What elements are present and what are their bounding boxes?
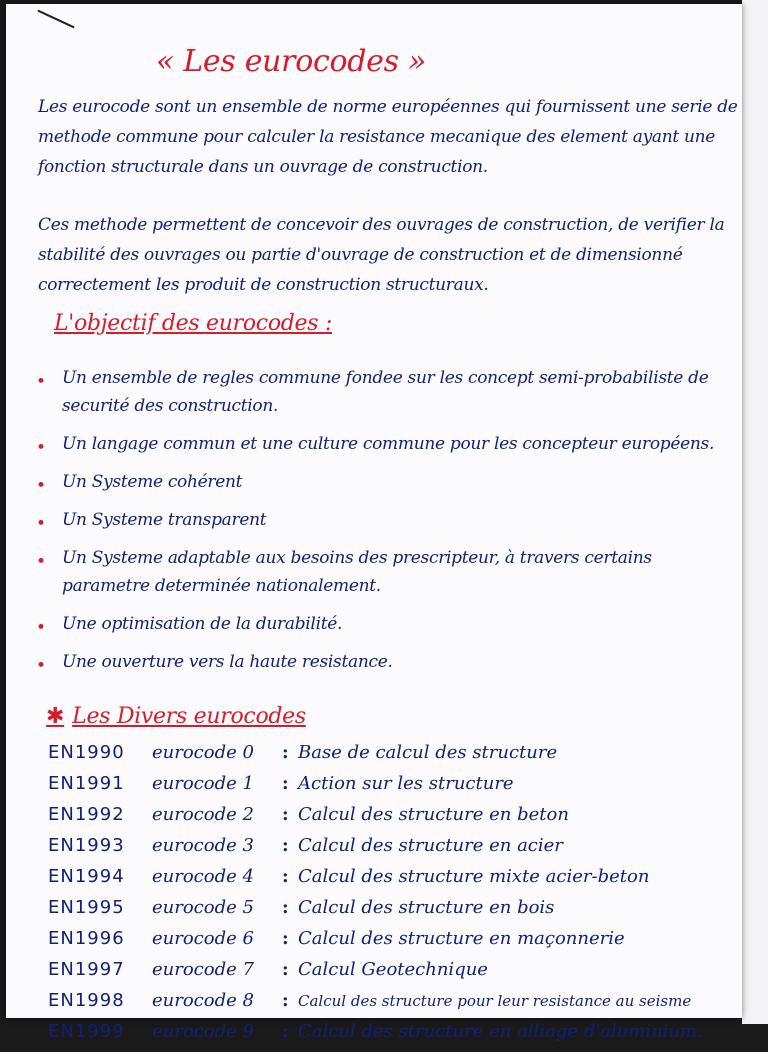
table-row <box>48 959 738 990</box>
eurocode-label: eurocode 2 <box>152 804 254 825</box>
eurocode-label: eurocode 3 <box>152 835 254 856</box>
table-row <box>48 773 738 804</box>
codes-heading <box>46 704 306 729</box>
code-description: Calcul des structure mixte acier-beton <box>298 866 650 887</box>
list-item-text: Un Systeme transparent <box>62 510 267 530</box>
eurocode-label: eurocode 0 <box>152 742 254 763</box>
objectives-list <box>32 364 732 686</box>
code-description: Action sur les structure <box>298 773 514 794</box>
bullet-dot-icon: • <box>36 438 46 458</box>
list-item <box>32 468 732 496</box>
eurocodes-list <box>48 742 738 1052</box>
eurocode-label: eurocode 5 <box>152 897 254 918</box>
eurocode-label: eurocode 7 <box>152 959 254 980</box>
eurocode-label: eurocode 9 <box>152 1021 254 1042</box>
bullet-dot-icon: • <box>36 618 46 638</box>
table-row <box>48 990 738 1021</box>
eurocode-label: eurocode 1 <box>152 773 254 794</box>
code-description: Calcul des structure pour leur resistance au seisme <box>298 992 692 1010</box>
code-number: EN1994 <box>48 866 125 887</box>
code-number: EN1997 <box>48 959 125 980</box>
page-title: « Les eurocodes » <box>156 44 426 79</box>
list-item-text: Un Systeme adaptable aux besoins des prescripteur, à travers certains parametre determinée nationalement. <box>62 548 652 596</box>
colon-separator: : <box>282 773 289 794</box>
objectives-heading: L'objectif des eurocodes : <box>54 311 333 336</box>
code-description: Base de calcul des structure <box>298 742 558 763</box>
code-description: Calcul des structure en acier <box>298 835 563 856</box>
bullet-dot-icon: • <box>36 514 46 534</box>
code-number: EN1995 <box>48 897 125 918</box>
background-page-edge <box>742 0 768 1024</box>
bullet-dot-icon: • <box>36 372 46 392</box>
colon-separator: : <box>282 742 289 763</box>
colon-separator: : <box>282 835 289 856</box>
bullet-dot-icon: • <box>36 476 46 496</box>
bullet-dot-icon: • <box>36 552 46 572</box>
code-description: Calcul Geotechnique <box>298 959 488 980</box>
eurocode-label: eurocode 4 <box>152 866 254 887</box>
list-item <box>32 430 732 458</box>
code-description: Calcul des structure en alliage d'aluminium. <box>298 1021 703 1042</box>
notebook-page <box>6 4 742 1042</box>
code-description: Calcul des structure en beton <box>298 804 569 825</box>
code-number: EN1996 <box>48 928 125 949</box>
table-row <box>48 1021 738 1052</box>
code-number: EN1991 <box>48 773 125 794</box>
list-item-text: Une optimisation de la durabilité. <box>62 614 343 634</box>
colon-separator: : <box>282 897 289 918</box>
table-row <box>48 804 738 835</box>
list-item-text: Un langage commun et une culture commune pour les concepteur européens. <box>62 434 715 454</box>
table-row <box>48 928 738 959</box>
list-item <box>32 364 732 420</box>
intro-paragraph-1 <box>38 92 738 182</box>
table-row <box>48 866 738 897</box>
colon-separator: : <box>282 1021 289 1042</box>
list-item <box>32 610 732 638</box>
list-item-text: Une ouverture vers la haute resistance. <box>62 652 393 672</box>
colon-separator: : <box>282 990 289 1011</box>
colon-separator: : <box>282 804 289 825</box>
code-number: EN1990 <box>48 742 125 763</box>
list-item-text: Un ensemble de regles commune fondee sur les concept semi-probabiliste de securité des construction. <box>62 368 709 416</box>
asterisk-icon: ✱ <box>46 704 65 729</box>
pen-stroke <box>37 10 74 29</box>
list-item <box>32 648 732 676</box>
code-number: EN1998 <box>48 990 125 1011</box>
code-description: Calcul des structure en maçonnerie <box>298 928 625 949</box>
intro-paragraph-2 <box>38 210 738 300</box>
bullet-dot-icon: • <box>36 656 46 676</box>
code-number: EN1999 <box>48 1021 125 1042</box>
eurocode-label: eurocode 8 <box>152 990 254 1011</box>
colon-separator: : <box>282 866 289 887</box>
table-row <box>48 835 738 866</box>
codes-heading-text: Les Divers eurocodes <box>72 704 306 729</box>
list-item <box>32 544 732 600</box>
code-number: EN1993 <box>48 835 125 856</box>
code-description: Calcul des structure en bois <box>298 897 555 918</box>
eurocode-label: eurocode 6 <box>152 928 254 949</box>
list-item <box>32 506 732 534</box>
intro-paragraph-2-text: Ces methode permettent de concevoir des ouvrages de construction, de verifier la stabilité des ouvrages ou partie d'ouvrage de construction et de dimensionné correctement les produit de construction structuraux. <box>38 215 725 295</box>
colon-separator: : <box>282 959 289 980</box>
table-row <box>48 742 738 773</box>
colon-separator: : <box>282 928 289 949</box>
intro-paragraph-1-text: Les eurocode sont un ensemble de norme européennes qui fournissent une serie de methode commune pour calculer la resistance mecanique des element ayant une fonction structurale dans un ouvrage de construction. <box>38 97 738 177</box>
list-item-text: Un Systeme cohérent <box>62 472 243 492</box>
table-row <box>48 897 738 928</box>
code-number: EN1992 <box>48 804 125 825</box>
